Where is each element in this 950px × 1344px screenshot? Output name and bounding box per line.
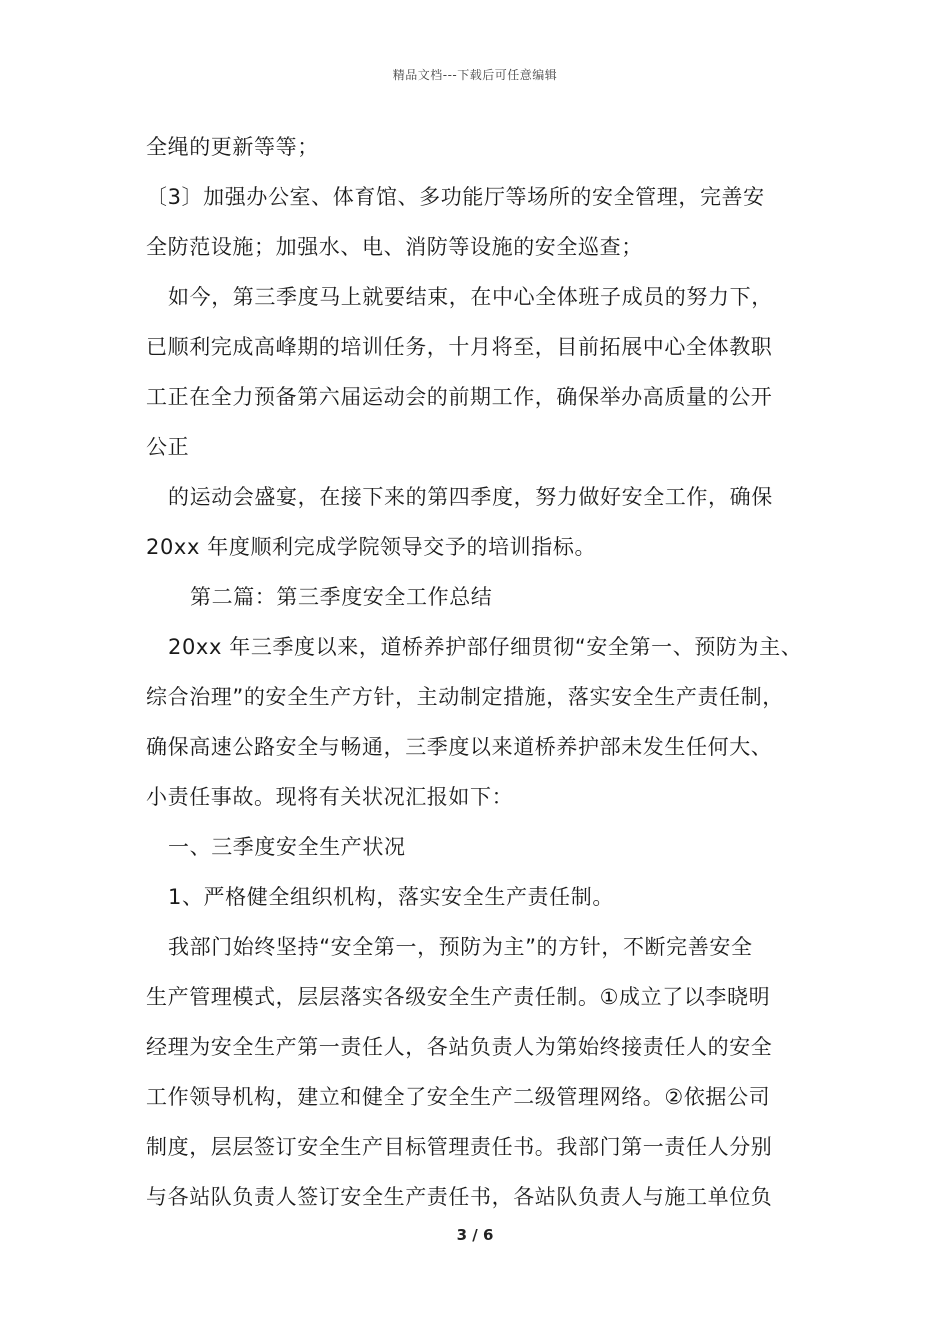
text-line: 公正: [146, 435, 190, 459]
text-line: 已顺利完成高峰期的培训任务，十月将至，目前拓展中心全体教职: [146, 335, 773, 359]
text-line: 20xx 年度顺利完成学院领导交予的培训指标。: [146, 535, 597, 559]
text-line: 工正在全力预备第六届运动会的前期工作，确保举办高质量的公开: [146, 385, 773, 409]
text-line: 生产管理模式，层层落实各级安全生产责任制。①成立了以李晓明: [146, 985, 771, 1009]
text-line: 全防范设施；加强水、电、消防等设施的安全巡查；: [146, 235, 643, 259]
text-line: 小责任事故。现将有关状况汇报如下：: [146, 785, 514, 809]
section-title: 第二篇：第三季度安全工作总结: [190, 585, 493, 609]
text-line: 制度，层层签订安全生产目标管理责任书。我部门第一责任人分别: [146, 1135, 773, 1159]
text-line: 工作领导机构，建立和健全了安全生产二级管理网络。②依据公司: [146, 1085, 771, 1109]
text-line: 〔3〕加强办公室、体育馆、多功能厅等场所的安全管理，完善安: [146, 185, 765, 209]
text-line: 全绳的更新等等；: [146, 135, 319, 159]
text-line: 的运动会盛宴，在接下来的第四季度，努力做好安全工作，确保: [168, 485, 773, 509]
page-number: 3 / 6: [456, 1226, 494, 1244]
text-line: 确保高速公路安全与畅通，三季度以来道桥养护部未发生任何大、: [146, 735, 773, 759]
text-line: 如今，第三季度马上就要结束，在中心全体班子成员的努力下，: [168, 285, 773, 309]
text-line: 与各站队负责人签订安全生产责任书，各站队负责人与施工单位负: [146, 1185, 773, 1209]
text-line: 20xx 年三季度以来，道桥养护部仔细贯彻“安全第一、预防为主、: [168, 635, 803, 659]
text-line: 经理为安全生产第一责任人，各站负责人为第始终接责任人的安全: [146, 1035, 773, 1059]
subsection-heading: 一、三季度安全生产状况: [168, 835, 406, 859]
page-header: 精品文档---下载后可任意编辑: [392, 68, 558, 82]
text-line: 综合治理”的安全生产方针，主动制定措施，落实安全生产责任制，: [146, 685, 784, 709]
subsection-heading: 1、严格健全组织机构，落实安全生产责任制。: [168, 885, 614, 909]
text-line: 我部门始终坚持“安全第一，预防为主”的方针，不断完善安全: [168, 935, 753, 959]
